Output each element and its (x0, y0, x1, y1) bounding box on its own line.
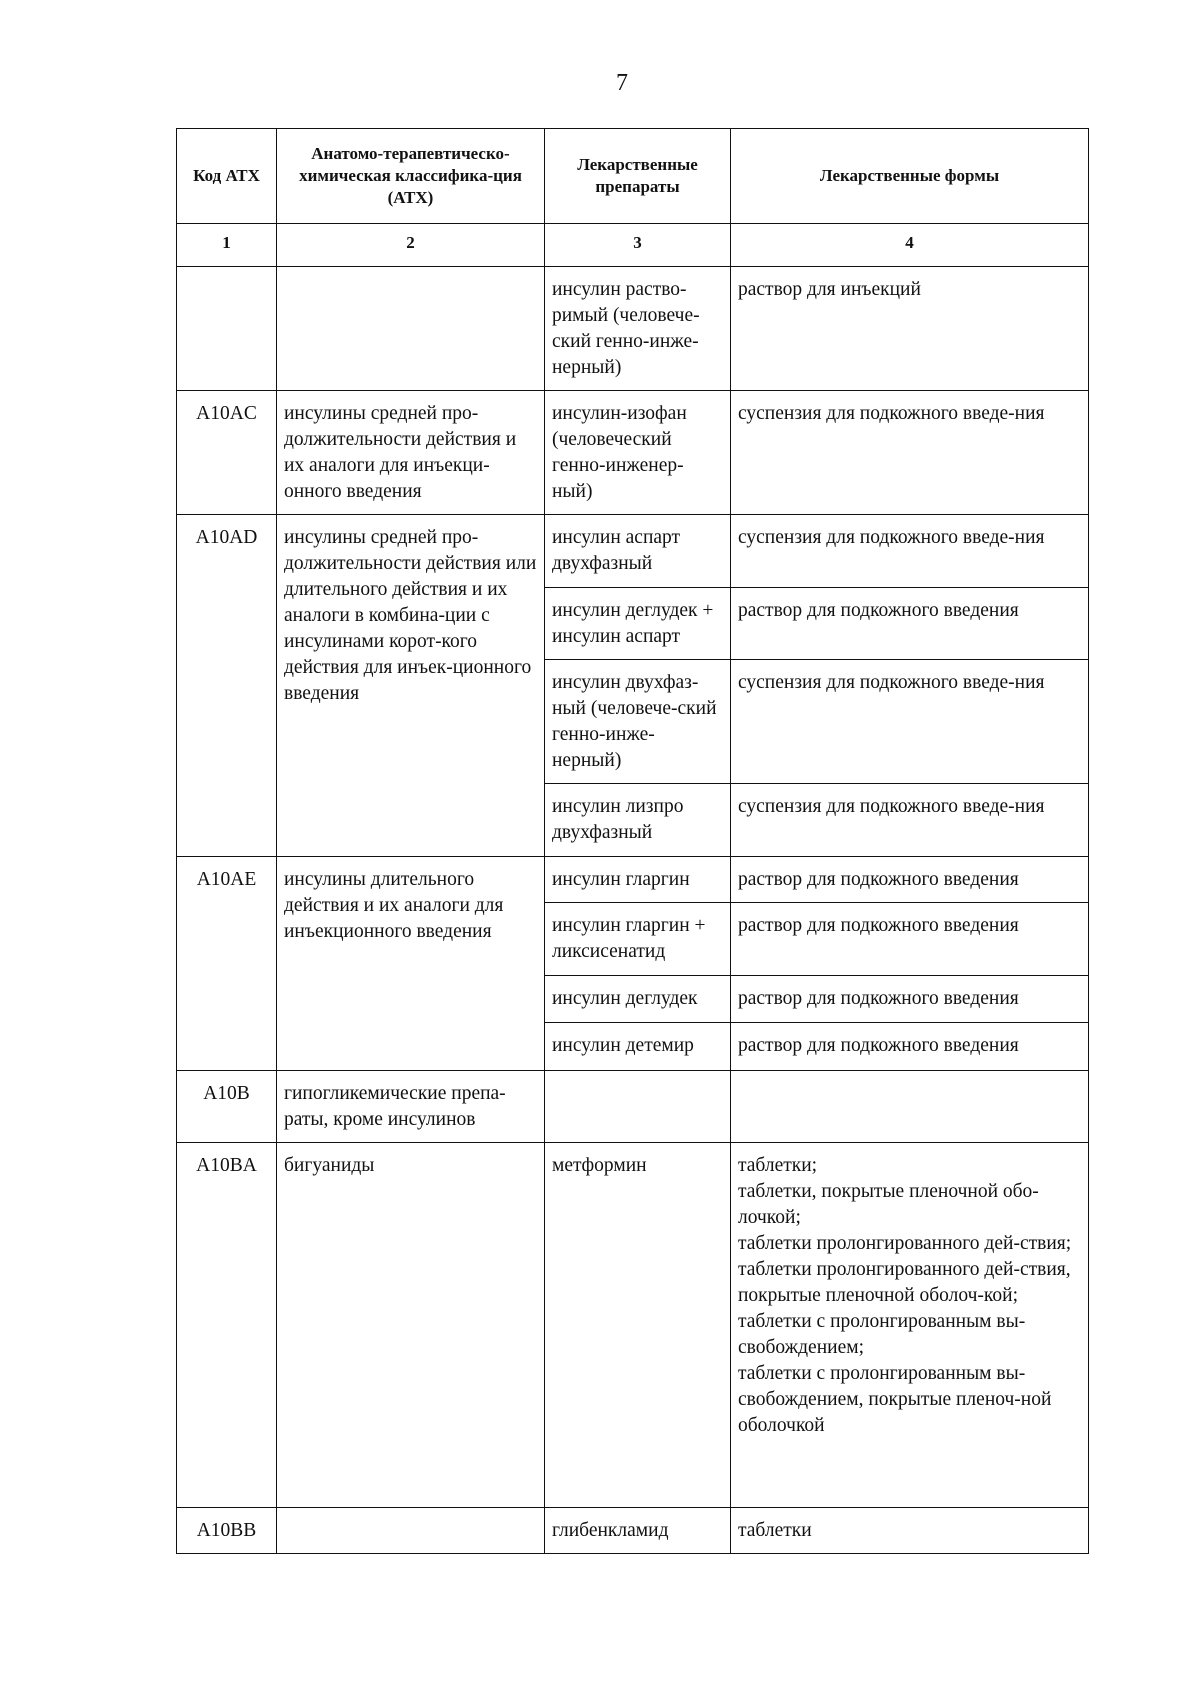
drug-cell: инсулин деглудек + инсулин аспарт (545, 588, 731, 660)
dosage-form-line: таблетки пролонгированного дей-ствия; (738, 1233, 1072, 1254)
classification-cell: гипогликемические препа-раты, кроме инсулинов (277, 1071, 545, 1143)
form-cell: раствор для подкожного введения (731, 1023, 1089, 1071)
classification-cell (277, 267, 545, 391)
column-number: 4 (731, 224, 1089, 267)
drug-cell: инсулин-изофан (человеческий генно-инженер-ный) (545, 391, 731, 515)
classification-cell: бигуаниды (277, 1143, 545, 1508)
column-number: 3 (545, 224, 731, 267)
form-cell: суспензия для подкожного введе-ния (731, 391, 1089, 515)
form-cell: таблетки (731, 1508, 1089, 1554)
atc-code-cell: A10BB (177, 1508, 277, 1554)
atc-code-cell: A10AD (177, 515, 277, 857)
table-row (177, 1071, 1089, 1143)
table-row (177, 267, 1089, 391)
column-number: 2 (277, 224, 545, 267)
column-number: 1 (177, 224, 277, 267)
form-cell (731, 1071, 1089, 1143)
classification-cell: инсулины средней про-должительности действия и их аналоги для инъекци-онного введения (277, 391, 545, 515)
table-header-row (177, 129, 1089, 224)
atc-code-cell: A10AC (177, 391, 277, 515)
form-cell: суспензия для подкожного введе-ния (731, 660, 1089, 784)
form-cell: раствор для подкожного введения (731, 857, 1089, 903)
header-drugs: Лекарственные препараты (545, 129, 731, 224)
dosage-form-line: таблетки пролонгированного дей-ствия, покрытые пленочной оболоч-кой; (738, 1259, 1071, 1306)
classification-cell: инсулины длительного действия и их аналоги для инъекционного введения (277, 857, 545, 1071)
drug-cell: инсулин раство-римый (человече-ский генно-инже-нерный) (545, 267, 731, 391)
drug-cell: инсулин гларгин + ликсисенатид (545, 903, 731, 976)
page-number: 7 (616, 70, 628, 96)
form-cell: раствор для подкожного введения (731, 976, 1089, 1023)
header-code: Код АТХ (177, 129, 277, 224)
drug-cell (545, 1071, 731, 1143)
table-row (177, 1143, 1089, 1508)
column-number-row (177, 224, 1089, 267)
form-cell: раствор для инъекций (731, 267, 1089, 391)
form-cell: раствор для подкожного введения (731, 903, 1089, 976)
drug-cell: инсулин двухфаз-ный (человече-ский генно-инже-нерный) (545, 660, 731, 784)
dosage-form-line: таблетки; (738, 1155, 818, 1176)
dosage-form-line: таблетки, покрытые пленочной обо-лочкой; (738, 1181, 1039, 1228)
drug-cell: инсулин лизпро двухфазный (545, 784, 731, 857)
drug-cell: метформин (545, 1143, 731, 1508)
atc-code-cell: A10B (177, 1071, 277, 1143)
table-row (177, 515, 1089, 588)
drug-cell: инсулин гларгин (545, 857, 731, 903)
drug-cell: инсулин детемир (545, 1023, 731, 1071)
form-cell: раствор для подкожного введения (731, 588, 1089, 660)
form-cell: суспензия для подкожного введе-ния (731, 515, 1089, 588)
atc-code-cell: A10AE (177, 857, 277, 1071)
table-row (177, 857, 1089, 903)
dosage-form-line: таблетки с пролонгированным вы-свобождением; (738, 1311, 1026, 1358)
header-classification: Анатомо-терапевтическо-химическая классифика-ция (АТХ) (277, 129, 545, 224)
table-row (177, 391, 1089, 515)
table-row (177, 1508, 1089, 1554)
form-cell: суспензия для подкожного введе-ния (731, 784, 1089, 857)
classification-cell: инсулины средней про-должительности действия или длительного действия и их аналоги в комбина-ции с инсулинами корот-кого действия для инъек-ционного введения (277, 515, 545, 857)
drug-cell: инсулин аспарт двухфазный (545, 515, 731, 588)
classification-cell (277, 1508, 545, 1554)
form-cell (731, 1143, 1089, 1508)
header-forms: Лекарственные формы (731, 129, 1089, 224)
atc-code-cell: A10BA (177, 1143, 277, 1508)
atc-code-cell (177, 267, 277, 391)
drug-cell: инсулин деглудек (545, 976, 731, 1023)
dosage-form-line: таблетки с пролонгированным вы-свобождением, покрытые пленоч-ной оболочкой (738, 1363, 1052, 1436)
drug-cell: глибенкламид (545, 1508, 731, 1554)
drug-table (176, 128, 1089, 1554)
